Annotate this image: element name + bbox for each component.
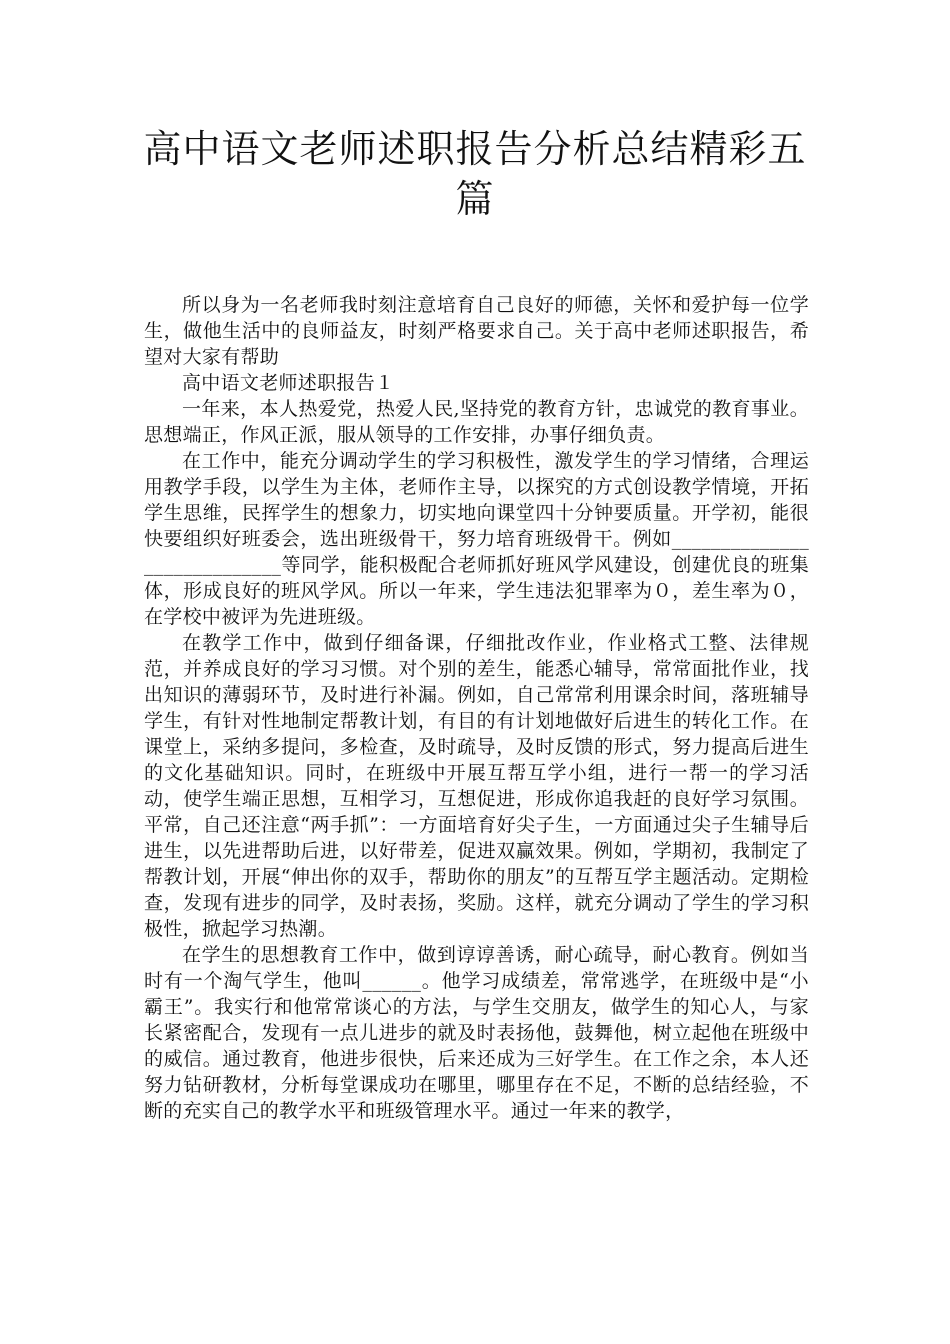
body-paragraph: 在工作中，能充分调动学生的学习积极性，激发学生的学习情绪，合理运用教学手段，以学生为主体，老师作主导，以探究的方式创设教学情境，开拓学生思维，民挥学生的想象力，切实地向课堂四十分钟要质量。开学初，能很快要组织好班委会，选出班级骨干，努力培育班级骨干。例如____________________________等同学，能积极配合老师抓好班风学风建设，创建优良的班集体，形成良好的班风学风。所以一年来，学生违法犯罪率为０，差生率为０，在学校中被评为先进班级。 bbox=[144, 450, 809, 628]
body-paragraph: 在学生的思想教育工作中，做到谆谆善诱，耐心疏导，耐心教育。例如当时有一个淘气学生，他叫______。他学习成绩差，常常逃学，在班级中是“小霸王”。我实行和他常常谈心的方法，与学生交朋友，做学生的知心人，与家长紧密配合，发现有一点儿进步的就及时表扬他，鼓舞他，树立起他在班级中的威信。通过教育，他进步很快，后来还成为三好学生。在工作之余，本人还努力钻研教材，分析每堂课成功在哪里，哪里存在不足，不断的总结经验，不断的充实自己的教学水平和班级管理水平。通过一年来的教学， bbox=[144, 944, 809, 1122]
document-body bbox=[144, 292, 809, 1124]
intro-paragraph: 所以身为一名老师我时刻注意培育自己良好的师德，关怀和爱护每一位学生，做他生活中的良师益友，时刻严格要求自己。关于高中老师述职报告，希望对大家有帮助 bbox=[144, 294, 809, 368]
section-heading: 高中语文老师述职报告１ bbox=[182, 372, 395, 394]
document-title: 高中语文老师述职报告分析总结精彩五篇 bbox=[143, 127, 807, 221]
body-paragraph: 一年来，本人热爱党，热爱人民,坚持党的教育方针，忠诚党的教育事业。思想端正，作风正派，服从领导的工作安排，办事仔细负责。 bbox=[144, 398, 809, 446]
body-paragraph: 在教学工作中，做到仔细备课，仔细批改作业，作业格式工整、法律规范，并养成良好的学习习惯。对个别的差生，能悉心辅导，常常面批作业，找出知识的薄弱环节，及时进行补漏。例如，自己常常利用课余时间，落班辅导学生，有针对性地制定帮教计划，有目的有计划地做好后进生的转化工作。在课堂上，采纳多提问，多检查，及时疏导，及时反馈的形式，努力提高后进生的文化基础知识。同时，在班级中开展互帮互学小组，进行一帮一的学习活动，使学生端正思想，互相学习，互想促进，形成你追我赶的良好学习氛围。平常，自己还注意“两手抓”：一方面培育好尖子生，一方面通过尖子生辅导后进生，以先进帮助后进，以好带差，促进双赢效果。例如，学期初，我制定了帮教计划，开展“伸出你的双手，帮助你的朋友”的互帮互学主题活动。定期检查，发现有进步的同学，及时表扬，奖励。这样，就充分调动了学生的学习积极性，掀起学习热潮。 bbox=[144, 632, 809, 940]
